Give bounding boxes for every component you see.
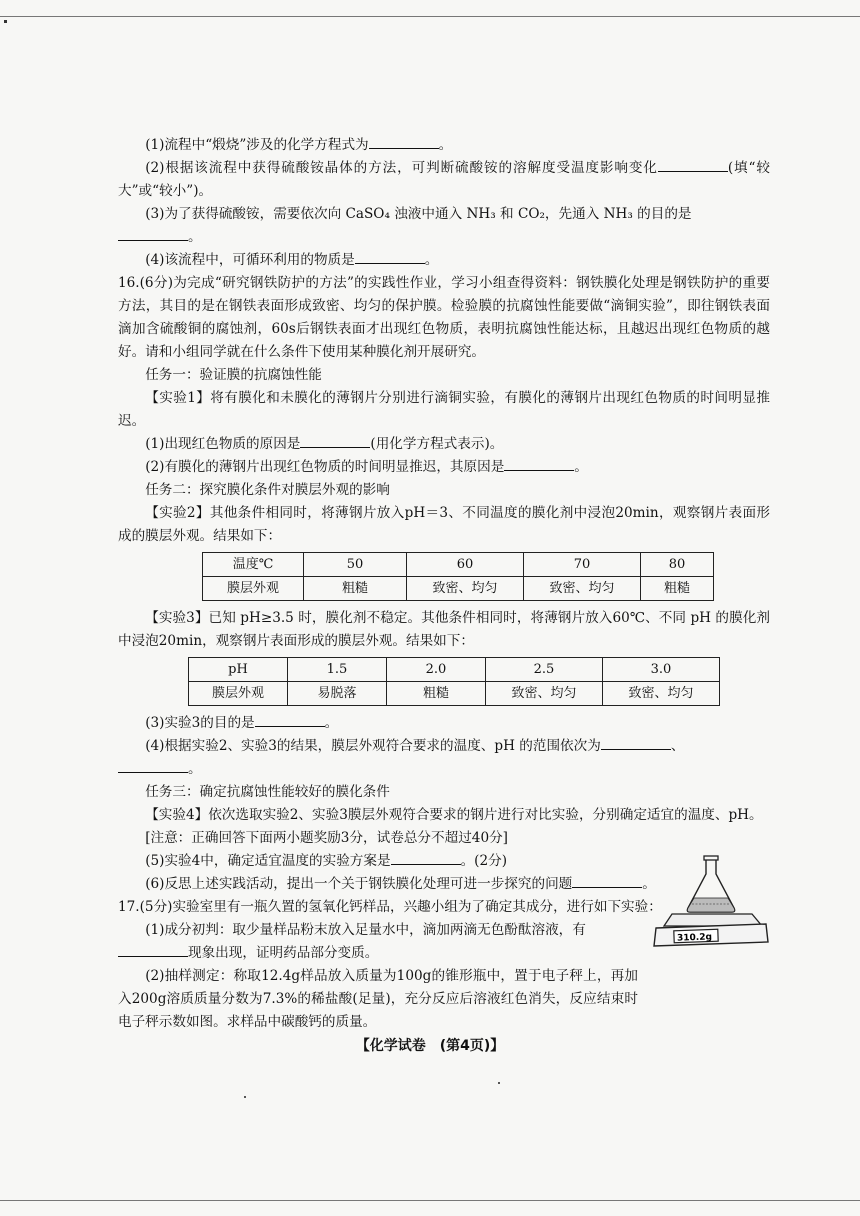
q16-exp4: 【实验4】依次选取实验2、实验3膜层外观符合要求的钢片进行对比实验，分别确定适宜的温度、pH。 xyxy=(145,807,763,823)
q16-intro: 16.(6分)为完成“研究钢铁防护的方法”的实践性作业，学习小组查得资料：钢铁膜化处理是钢铁防护的重要方法，其目的是在钢铁表面形成致密、均匀的保护膜。检验膜的抗腐蚀性能要做“滴铜实验”，即往钢铁表面滴加含硫酸铜的腐蚀剂，60s后钢铁表面才出现红色物质，表明抗腐蚀性能达标，且越迟出现红色物质的越好。请和小组同学就在什么条件下使用某种膜化剂开展研究。 xyxy=(118,275,770,360)
table-cell: 60 xyxy=(407,553,524,577)
table-cell: 1.5 xyxy=(288,658,387,682)
table-cell: 易脱落 xyxy=(288,682,387,706)
q15-part3: (3)为了获得硫酸铵，需要依次向 CaSO₄ 浊液中通入 NH₃ 和 CO₂，先通入 NH₃ 的目的是 。 xyxy=(118,203,770,249)
q16-task3: 任务三：确定抗腐蚀性能较好的膜化条件 xyxy=(145,784,390,800)
table-cell: 致密、均匀 xyxy=(524,577,641,601)
temperature-table xyxy=(202,552,714,601)
table-cell: 70 xyxy=(524,553,641,577)
scan-speck xyxy=(244,1096,246,1098)
q15-part2: (2)根据该流程中获得硫酸铵晶体的方法，可判断硫酸铵的溶解度受温度影响变化 (填“较大”或“较小”)。 xyxy=(118,157,770,203)
table-cell: 粗糙 xyxy=(387,682,486,706)
q16-sub1: (1)出现红色物质的原因是 (用化学方程式表示)。 xyxy=(118,433,770,456)
corner-mark xyxy=(4,20,7,23)
table-header-ph: pH xyxy=(189,658,288,682)
page-footer: 【化学试卷 (第4页)】 xyxy=(355,1038,505,1054)
q16-sub3: (3)实验3的目的是 。 xyxy=(118,712,770,735)
table-row-label: 膜层外观 xyxy=(203,577,304,601)
ph-table xyxy=(188,657,720,706)
table-cell: 致密、均匀 xyxy=(407,577,524,601)
q16-task2: 任务二：探究膜化条件对膜层外观的影响 xyxy=(145,482,390,498)
q17-part2: (2)抽样测定：称取12.4g样品放入质量为100g的锥形瓶中，置于电子秤上，再加入200g溶质质量分数为7.3%的稀盐酸(足量)，充分反应后溶液红色消失，反应结束时电子秤示数如图。求样品中碳酸钙的质量。 xyxy=(118,968,638,1030)
q16-exp1: 【实验1】将有膜化和未膜化的薄钢片分别进行滴铜实验，有膜化的薄钢片出现红色物质的时间明显推迟。 xyxy=(118,390,770,429)
q16-note: [注意：正确回答下面两小题奖励3分，试卷总分不超过40分] xyxy=(145,830,508,846)
q17-text-column xyxy=(118,919,638,1034)
scale-reading: 310.2g xyxy=(676,932,713,944)
q16-exp2: 【实验2】其他条件相同时，将薄钢片放入pH＝3、不同温度的膜化剂中浸泡20min，观察钢片表面形成的膜层外观。结果如下： xyxy=(118,505,770,544)
q16-sub4: (4)根据实验2、实验3的结果，膜层外观符合要求的温度、pH 的范围依次为 、 。 xyxy=(118,735,770,781)
q16-sub6: (6)反思上述实践活动，提出一个关于钢铁膜化处理可进一步探究的问题 。 xyxy=(118,873,770,896)
table-row-label: 膜层外观 xyxy=(189,682,288,706)
q16-task1: 任务一：验证膜的抗腐蚀性能 xyxy=(145,367,322,383)
top-border xyxy=(0,16,860,17)
scan-speck xyxy=(498,1082,500,1084)
table-cell: 3.0 xyxy=(603,658,720,682)
electronic-scale-figure xyxy=(650,852,772,948)
table-cell: 粗糙 xyxy=(641,577,714,601)
table-cell: 致密、均匀 xyxy=(486,682,603,706)
table-cell: 50 xyxy=(304,553,407,577)
q15-part4: (4)该流程中，可循环利用的物质是 。 xyxy=(118,249,770,272)
bottom-border xyxy=(0,1200,860,1201)
conical-flask-icon xyxy=(687,856,734,912)
q17-part1: (1)成分初判：取少量样品粉末放入足量水中，滴加两滴无色酚酞溶液，有 现象出现，证明药品部分变质。 xyxy=(118,919,638,965)
table-cell: 粗糙 xyxy=(304,577,407,601)
table-cell: 2.5 xyxy=(486,658,603,682)
q16-exp3: 【实验3】已知 pH≥3.5 时，膜化剂不稳定。其他条件相同时，将薄钢片放入60℃、不同 pH 的膜化剂中浸泡20min，观察钢片表面形成的膜层外观。结果如下： xyxy=(118,610,770,649)
table-cell: 2.0 xyxy=(387,658,486,682)
q16-sub5: (5)实验4中，确定适宜温度的实验方案是 。(2分) xyxy=(118,850,770,873)
table-cell: 80 xyxy=(641,553,714,577)
q15-part1: (1)流程中“煅烧”涉及的化学方程式为 。 xyxy=(118,134,770,157)
q17-intro: 17.(5分)实验室里有一瓶久置的氢氧化钙样品，兴趣小组为了确定其成分，进行如下实验： xyxy=(118,899,662,915)
table-cell: 致密、均匀 xyxy=(603,682,720,706)
q16-sub2: (2)有膜化的薄钢片出现红色物质的时间明显推迟，其原因是 。 xyxy=(118,456,770,479)
table-header-temp: 温度℃ xyxy=(203,553,304,577)
